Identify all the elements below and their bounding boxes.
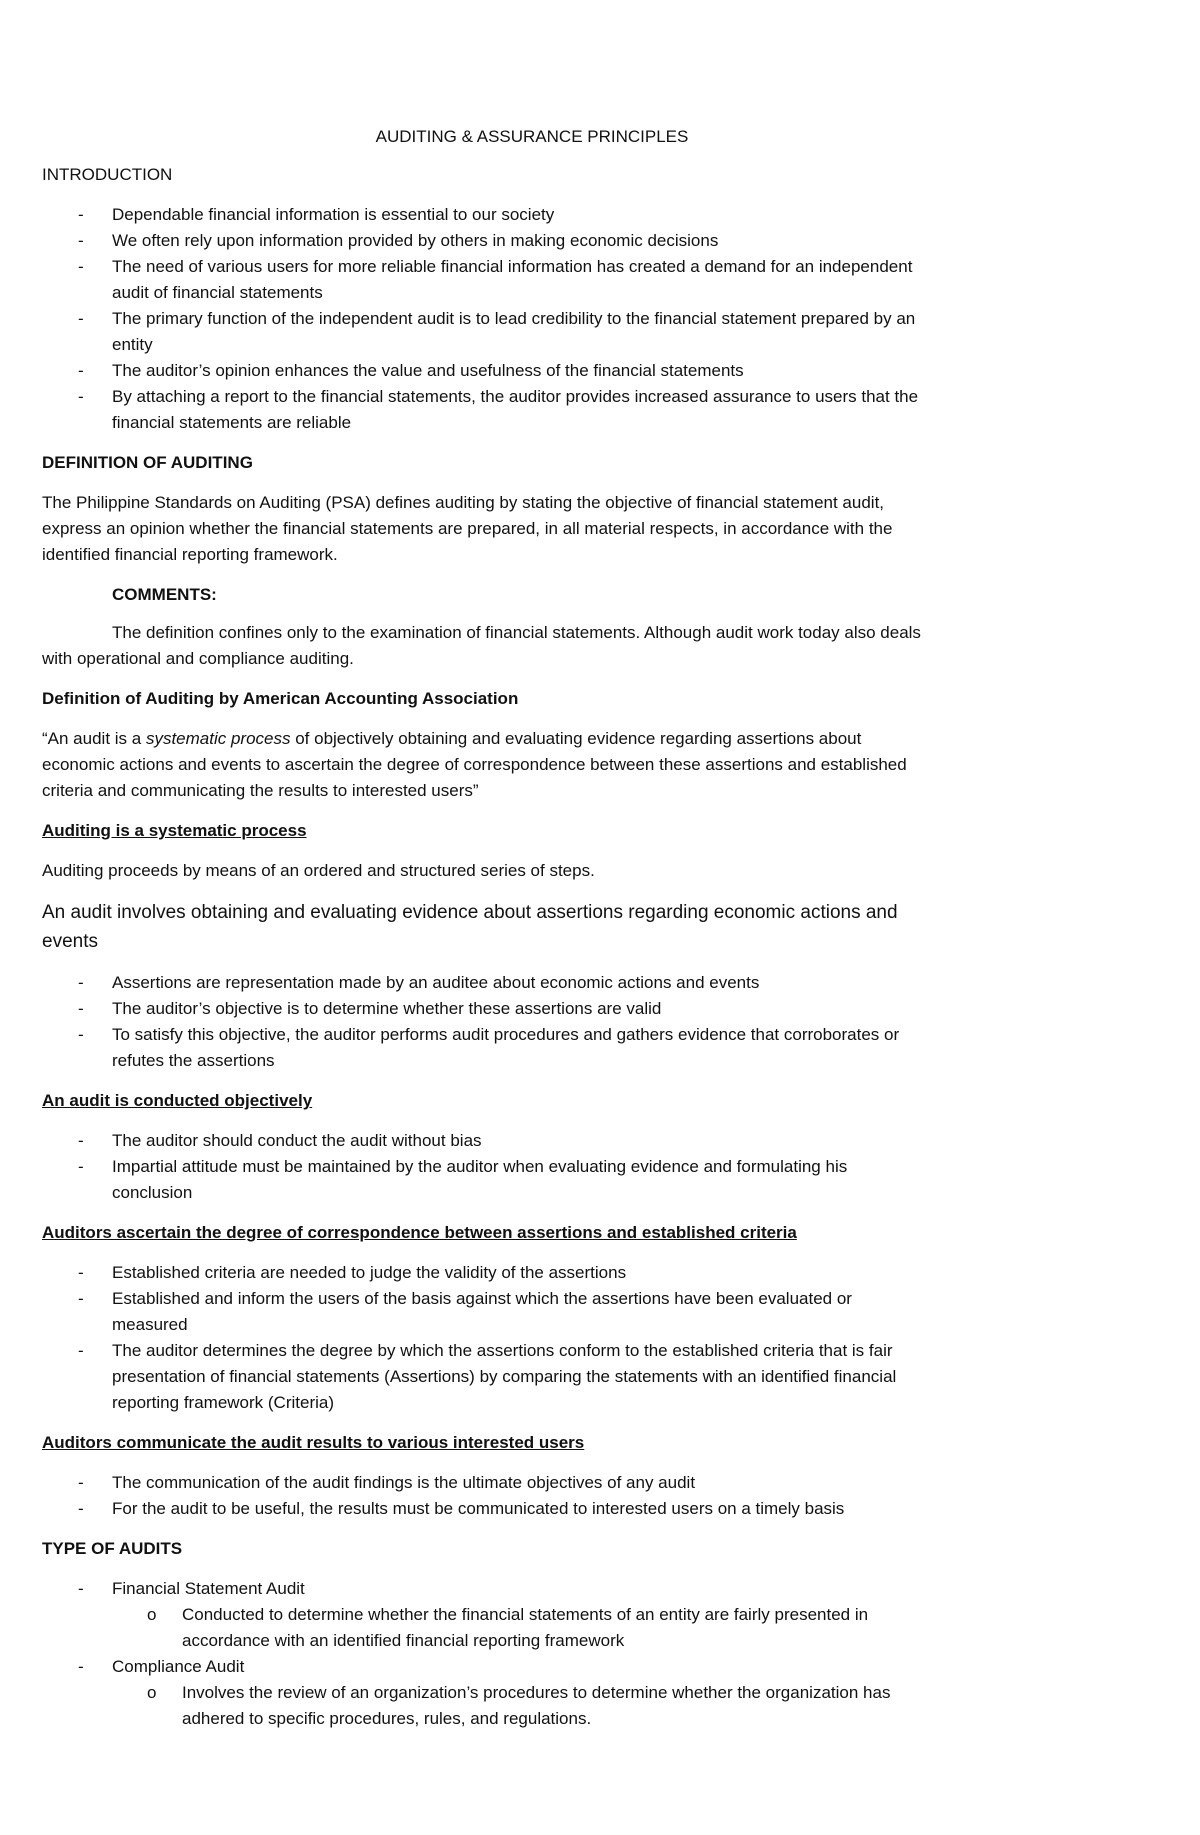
section-heading-communicate: Auditors communicate the audit results to various interested users	[42, 1433, 585, 1452]
list-item-text: The need of various users for more reliable financial information has created a demand for an independent audit of financial statements	[112, 257, 913, 302]
introduction-list	[42, 202, 922, 436]
dash-marker: -	[78, 1263, 84, 1282]
list-item	[42, 1338, 922, 1416]
evidence-paragraph: An audit involves obtaining and evaluating evidence about assertions regarding economic actions and events	[42, 902, 898, 952]
sub-list	[112, 1680, 922, 1732]
dash-marker: -	[78, 1341, 84, 1360]
list-item-text: The auditor’s objective is to determine whether these assertions are valid	[112, 999, 662, 1018]
dash-marker: -	[78, 999, 84, 1018]
list-item-text: The auditor should conduct the audit without bias	[112, 1131, 482, 1150]
list-item-text: The auditor determines the degree by which the assertions conform to the established criteria that is fair presentation of financial statements (Assertions) by comparing the statements with an identified financial reporting framework (Criteria)	[112, 1341, 897, 1412]
definition-paragraph: The Philippine Standards on Auditing (PSA) defines auditing by stating the objective of financial statement audit, express an opinion whether the financial statements are prepared, in all material respects, in accordance with the identified financial reporting framework.	[42, 493, 893, 564]
document-body	[42, 124, 922, 1746]
list-item	[42, 1470, 922, 1496]
objective-list	[42, 1128, 922, 1206]
section-heading-types: TYPE OF AUDITS	[42, 1539, 183, 1558]
sub-list-item	[42, 1602, 922, 1654]
list-item	[42, 358, 922, 384]
section-heading-introduction: INTRODUCTION	[42, 165, 173, 184]
sub-list-item-text: Involves the review of an organization’s procedures to determine whether the organization has adhered to specific procedures, rules, and regulations.	[182, 1683, 891, 1728]
circle-marker: o	[147, 1683, 157, 1702]
sub-list-item	[42, 1680, 922, 1732]
list-item	[42, 1128, 922, 1154]
sub-list	[112, 1602, 922, 1654]
correspondence-list	[42, 1260, 922, 1416]
list-item-text: The auditor’s opinion enhances the value and usefulness of the financial statements	[112, 361, 744, 380]
evidence-list	[42, 970, 922, 1074]
dash-marker: -	[78, 231, 84, 250]
list-item-text: Compliance Audit	[112, 1657, 245, 1676]
sub-list-item-text: Conducted to determine whether the financial statements of an entity are fairly presented in accordance with an identified financial reporting framework	[182, 1605, 869, 1650]
list-item	[42, 254, 922, 306]
list-item	[42, 228, 922, 254]
aaa-quote-italic: systematic process	[145, 729, 291, 748]
list-item	[42, 996, 922, 1022]
dash-marker: -	[78, 1473, 84, 1492]
comments-label: COMMENTS:	[112, 585, 217, 604]
aaa-quote-rest: of objectively obtaining and evaluating evidence regarding assertions about economic actions and events to ascertain the degree of correspondence between these assertions and established criteria and communicating the results to interested users”	[42, 729, 907, 800]
list-item	[42, 306, 922, 358]
list-item	[42, 1260, 922, 1286]
list-item	[42, 202, 922, 228]
dash-marker: -	[78, 1579, 84, 1598]
list-item-text: To satisfy this objective, the auditor performs audit procedures and gathers evidence that corroborates or refutes the assertions	[112, 1025, 900, 1070]
list-item-financial-statement-audit	[42, 1576, 922, 1654]
communicate-list	[42, 1470, 922, 1522]
dash-marker: -	[78, 1025, 84, 1044]
dash-marker: -	[78, 1657, 84, 1676]
list-item	[42, 970, 922, 996]
list-item-text: The communication of the audit findings is the ultimate objectives of any audit	[112, 1473, 696, 1492]
list-item-text: For the audit to be useful, the results must be communicated to interested users on a timely basis	[112, 1499, 845, 1518]
list-item-text: Established and inform the users of the basis against which the assertions have been evaluated or measured	[112, 1289, 852, 1334]
list-item-text: Dependable financial information is essential to our society	[112, 205, 555, 224]
dash-marker: -	[78, 1157, 84, 1176]
list-item-text: Financial Statement Audit	[112, 1579, 305, 1598]
list-item	[42, 1496, 922, 1522]
section-heading-systematic: Auditing is a systematic process	[42, 821, 307, 840]
dash-marker: -	[78, 309, 84, 328]
section-heading-objective: An audit is conducted objectively	[42, 1091, 313, 1110]
list-item-compliance-audit	[42, 1654, 922, 1732]
list-item	[42, 1022, 922, 1074]
section-heading-correspondence: Auditors ascertain the degree of correspondence between assertions and established criteria	[42, 1223, 797, 1242]
list-item-text: Assertions are representation made by an auditee about economic actions and events	[112, 973, 760, 992]
dash-marker: -	[78, 973, 84, 992]
types-list	[42, 1576, 922, 1732]
comments-paragraph: The definition confines only to the examination of financial statements. Although audit work today also deals with operational and compliance auditing.	[42, 623, 921, 668]
dash-marker: -	[78, 361, 84, 380]
list-item-text: The primary function of the independent audit is to lead credibility to the financial statement prepared by an entity	[112, 309, 916, 354]
dash-marker: -	[78, 257, 84, 276]
dash-marker: -	[78, 205, 84, 224]
document-title: AUDITING & ASSURANCE PRINCIPLES	[375, 127, 689, 146]
aaa-quote-open: “An audit is a	[42, 729, 146, 748]
dash-marker: -	[78, 387, 84, 406]
dash-marker: -	[78, 1131, 84, 1150]
list-item-text: Established criteria are needed to judge the validity of the assertions	[112, 1263, 627, 1282]
list-item	[42, 1154, 922, 1206]
dash-marker: -	[78, 1499, 84, 1518]
list-item-text: We often rely upon information provided by others in making economic decisions	[112, 231, 719, 250]
dash-marker: -	[78, 1289, 84, 1308]
list-item	[42, 384, 922, 436]
section-heading-aaa-definition: Definition of Auditing by American Accounting Association	[42, 689, 519, 708]
systematic-paragraph: Auditing proceeds by means of an ordered and structured series of steps.	[42, 861, 595, 880]
circle-marker: o	[147, 1605, 157, 1624]
aaa-quote	[42, 726, 922, 804]
section-heading-definition: DEFINITION OF AUDITING	[42, 453, 253, 472]
list-item-text: Impartial attitude must be maintained by the auditor when evaluating evidence and formulating his conclusion	[112, 1157, 848, 1202]
list-item-text: By attaching a report to the financial statements, the auditor provides increased assurance to users that the financial statements are reliable	[112, 387, 919, 432]
list-item	[42, 1286, 922, 1338]
